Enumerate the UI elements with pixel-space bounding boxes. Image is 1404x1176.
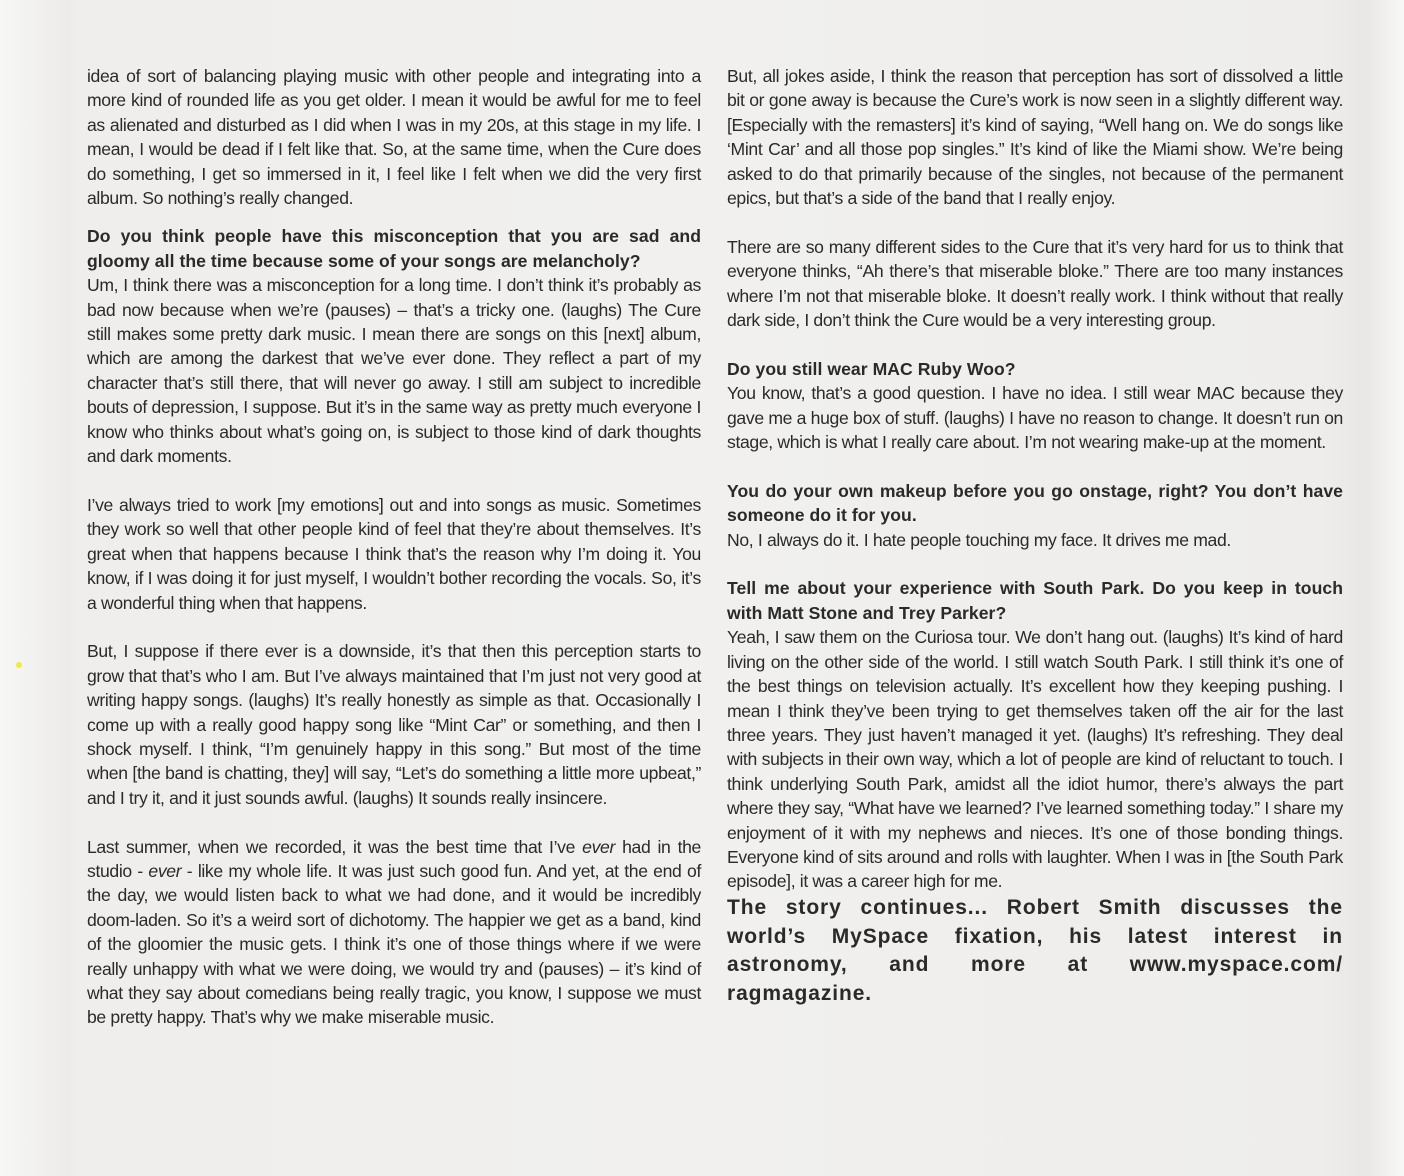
scan-edge-left: [0, 0, 70, 1176]
answer-paragraph: idea of sort of balancing playing music with other people and integrating into a more kind of rounded life as you get older. I mean it would be awful for me to feel as alienated and disturbed as I did when I was in my 20s, at this stage in my life. I mean, I would be dead if I felt like that. So, at the same time, when the Cure does do something, I get so immersed in it, I feel like I felt when we did the very first album. So nothing’s really changed.: [87, 66, 701, 209]
emphasis-text: ever: [148, 860, 182, 881]
interview-question: You do your own makeup before you go onstage, right? You don’t have someone do it for you.: [727, 480, 1343, 526]
answer-paragraph: [87, 835, 701, 1030]
text-run: - like my whole life. It was just such good fun. And yet, at the end of the day, we would listen back to what we had done, and it would be incredibly doom-laden. So it’s a weird sort of dichotomy. The happier we get as a band, kind of the gloomier the music gets. I think it’s one of those things where if we were really unhappy with what we were doing, we would try and (pauses) – it’s kind of what they say about comedians being really tragic, you know, I suppose we must be pretty happy. That’s why we make miserable music.: [87, 860, 701, 1028]
right-column: [727, 64, 1343, 1009]
emphasis-text: ever: [582, 836, 615, 857]
answer-paragraph: But, I suppose if there ever is a downside, it’s that then this perception starts to grow that that’s who I am. But I’ve always maintained that I’m just not very good at writing happy songs. (laughs) It’s really honestly as simple as that. Occasionally I come up with a really good happy song like “Mint Car” or something, and then I shock myself. I think, “I’m genuinely happy in this song.” But most of the time when [the band is chatting, they] will say, “Let’s do something a little more upbeat,” and I try it, and it just sounds awful. (laughs) It sounds really insincere.: [87, 641, 701, 808]
answer-paragraph: But, all jokes aside, I think the reason that perception has sort of dissolved a little bit or gone away is because the Cure’s work is now seen in a slightly different way. [Especially with the remasters] it’s kind of saying, “Well hang on. We do songs like ‘Mint Car’ and all those pop singles.” It’s kind of like the Miami show. We’re being asked to do that primarily because of the singles, not because of the permanent epics, but that’s a side of the band that I really enjoy.: [727, 66, 1343, 209]
scan-edge-right: [1368, 0, 1404, 1176]
answer-paragraph: Yeah, I saw them on the Curiosa tour. We don’t hang out. (laughs) It’s kind of hard living on the other side of the world. I still watch South Park. I still think it’s one of the best things on television actually. It’s excellent how they keeping pushing. I mean I think they’ve been trying to get themselves taken off the air for the last three years. They just haven’t managed it yet. (laughs) It’s refreshing. They deal with subjects in their own way, which a lot of people are kind of reluctant to touch. I think underlying South Park, amidst all the idiot humor, there’s always the part where they say, “What have we learned? I’ve learned something today.” I share my enjoyment of it with my nephews and nieces. It’s one of those bonding things. Everyone kind of sits around and rolls with laughter. When I was in [the South Park episode], it was a career high for me.: [727, 627, 1343, 892]
interview-question: Tell me about your experience with South Park. Do you keep in touch with Matt Stone and Trey Parker?: [727, 578, 1343, 623]
answer-paragraph: There are so many different sides to the Cure that it’s very hard for us to think that everyone thinks, “Ah there’s that miserable bloke.” There are too many instances where I’m not that miserable bloke. It doesn’t really work. I think without that really dark side, I don’t think the Cure would be a very interesting group.: [727, 236, 1343, 331]
left-column: [87, 64, 701, 1030]
story-continues-callout: The story continues... Robert Smith discusses the world’s MySpace fixation, his latest interest in astronomy, and more at www.myspace.com/ ragmagazine.: [727, 895, 1343, 1006]
answer-paragraph: No, I always do it. I hate people touching my face. It drives me mad.: [727, 529, 1231, 550]
answer-paragraph: Um, I think there was a misconception for a long time. I don’t think it’s probably as bad now because when we’re (pauses) – that’s a tricky one. (laughs) The Cure still makes some pretty dark music. I mean there are songs on this [next] album, which are among the darkest that we’ve ever done. They reflect a part of my character that’s still there, that will never go away. I still am subject to incredible bouts of depression, I suppose. But it’s in the same way as pretty much everyone I know who thinks about what’s going on, is subject to those kind of dark thoughts and dark moments.: [87, 275, 701, 467]
interview-question: Do you still wear MAC Ruby Woo?: [727, 358, 1016, 379]
text-run: had in the studio -: [87, 836, 701, 881]
interview-question: Do you think people have this misconception that you are sad and gloomy all the time because some of your songs are melancholy?: [87, 226, 701, 271]
answer-paragraph: You know, that’s a good question. I have no idea. I still wear MAC because they gave me a huge box of stuff. (laughs) I have no reason to change. It doesn’t run on stage, which is what I really care about. I’m not wearing make-up at the moment.: [727, 383, 1343, 453]
text-run: Last summer, when we recorded, it was the best time that I’ve: [87, 836, 583, 857]
highlighter-mark: [16, 662, 22, 668]
answer-paragraph: I’ve always tried to work [my emotions] out and into songs as music. Sometimes they work so well that other people kind of feel that they’re about themselves. It’s great when that happens because I think that’s the reason why I’m doing it. You know, if I was doing it for just myself, I wouldn’t bother recording the vocals. So, it’s a wonderful thing when that happens.: [87, 494, 701, 613]
